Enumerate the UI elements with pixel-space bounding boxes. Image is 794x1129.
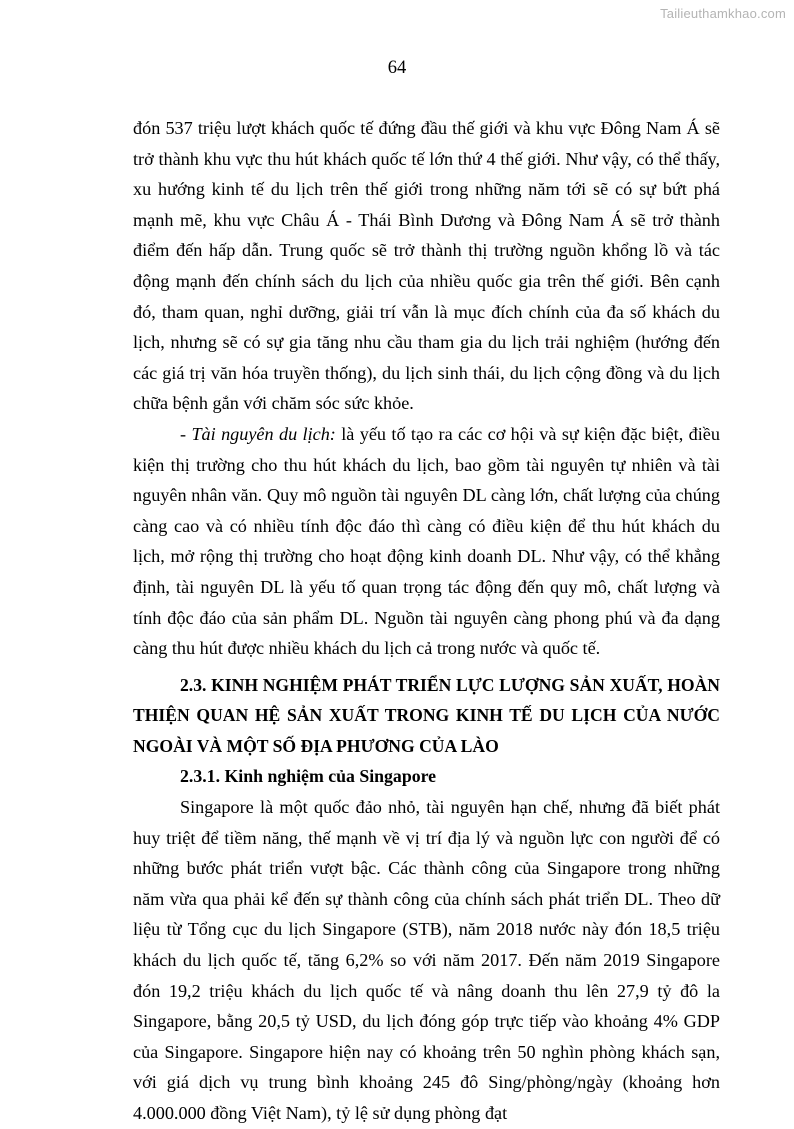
paragraph-tourism-resources	[133, 419, 720, 664]
section-heading: 2.3. KINH NGHIỆM PHÁT TRIỂN LỰC LƯỢNG SẢN XUẤT, HOÀN THIỆN QUAN HỆ SẢN XUẤT TRONG KINH TẾ DU LỊCH CỦA NƯỚC NGOÀI VÀ MỘT SỐ ĐỊA PHƯƠNG CỦA LÀO	[133, 674, 720, 756]
paragraph-tourism-resources-text: là yếu tố tạo ra các cơ hội và sự kiện đặc biệt, điều kiện thị trường cho thu hút khách du lịch, bao gồm tài nguyên tự nhiên và tài nguyên nhân văn. Quy mô nguồn tài nguyên DL càng lớn, chất lượng của chúng càng cao và có nhiều tính độc đáo thì càng có điều kiện để thu hút khách du lịch, mở rộng thị trường cho hoạt động kinh doanh DL. Như vậy, có thể khẳng định, tài nguyên DL là yếu tố quan trọng tác động đến quy mô, chất lượng và tính độc đáo của sản phẩm DL. Nguồn tài nguyên càng phong phú và đa dạng càng thu hút được nhiều khách du lịch cả trong nước và quốc tế.	[133, 423, 720, 659]
subsection-heading: 2.3.1. Kinh nghiệm của Singapore	[180, 766, 437, 787]
bullet-dash: -	[180, 423, 192, 444]
document-body	[133, 113, 720, 1129]
paragraph-singapore: Singapore là một quốc đảo nhỏ, tài nguyên hạn chế, nhưng đã biết phát huy triệt để tiềm năng, thế mạnh về vị trí địa lý và nguồn lực con người để có những bước phát triển vượt bậc. Các thành công của Singapore trong những năm vừa qua phải kể đến sự thành công của chính sách phát triển DL. Theo dữ liệu từ Tổng cục du lịch Singapore (STB), năm 2018 nước này đón 18,5 triệu khách du lịch quốc tế, tăng 6,2% so với năm 2017. Đến năm 2019 Singapore đón 19,2 triệu khách du lịch quốc tế và nâng doanh thu lên 27,9 tỷ đô la Singapore, bằng 20,5 tỷ USD, du lịch đóng góp trực tiếp vào khoảng 4% GDP của Singapore. Singapore hiện nay có khoảng trên 50 nghìn phòng khách sạn, với giá dịch vụ trung bình khoảng 245 đô Sing/phòng/ngày (khoảng hơn 4.000.000 đồng Việt Nam), tỷ lệ sử dụng phòng đạt	[133, 797, 720, 1123]
page-number: 64	[387, 58, 407, 78]
paragraph-tourism-trends: đón 537 triệu lượt khách quốc tế đứng đầu thế giới và khu vực Đông Nam Á sẽ trở thành khu vực thu hút khách quốc tế lớn thứ 4 thế giới. Như vậy, có thể thấy, xu hướng kinh tế du lịch trên thế giới trong những năm tới sẽ có sự bứt phá mạnh mẽ, khu vực Châu Á - Thái Bình Dương và Đông Nam Á sẽ trở thành điểm đến hấp dẫn. Trung quốc sẽ trở thành thị trường nguồn khổng lồ và tác động mạnh đến chính sách du lịch của nhiều quốc gia trên thế giới. Bên cạnh đó, tham quan, nghỉ dưỡng, giải trí vẫn là mục đích chính của đa số khách du lịch, nhưng sẽ có sự gia tăng nhu cầu tham gia du lịch trải nghiệm (hướng đến các giá trị văn hóa truyền thống), du lịch sinh thái, du lịch cộng đồng và du lịch chữa bệnh gắn với chăm sóc sức khỏe.	[133, 118, 720, 414]
term-tourism-resources: Tài nguyên du lịch:	[191, 423, 336, 444]
watermark-text: Tailieuthamkhao.com	[660, 6, 786, 21]
